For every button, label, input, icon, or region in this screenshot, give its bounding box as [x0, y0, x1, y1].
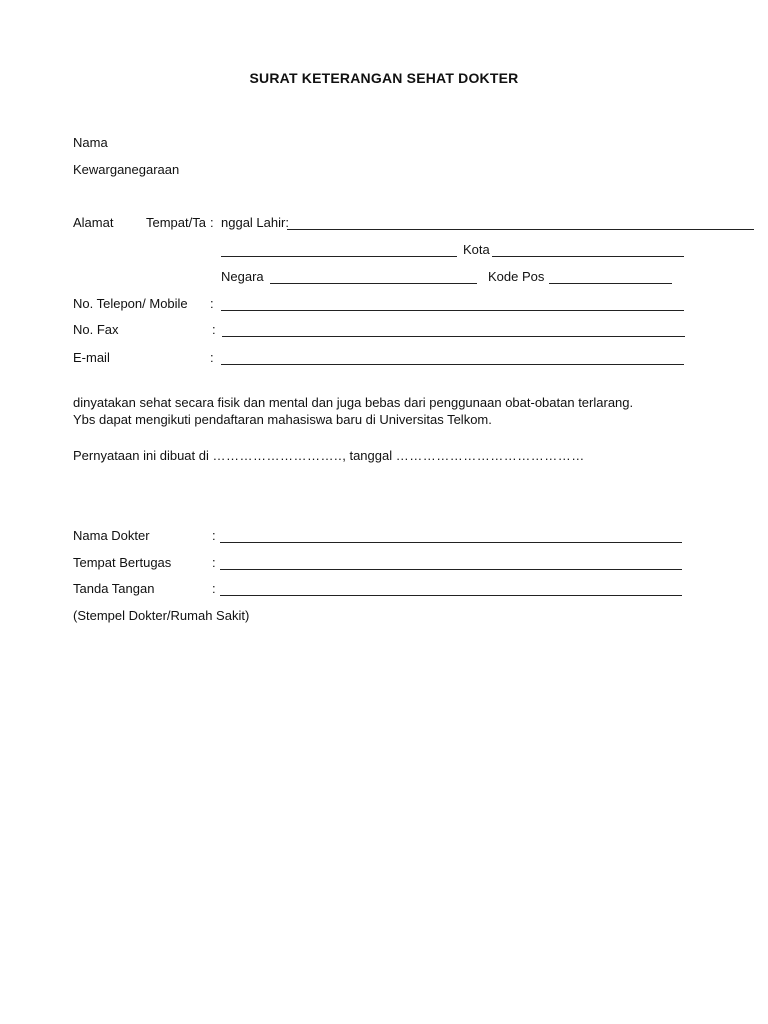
label-stempel: (Stempel Dokter/Rumah Sakit): [73, 608, 250, 623]
label-tanggal-lahir: nggal Lahir:: [221, 215, 289, 230]
line-ttl: [287, 229, 754, 230]
statement-line-2: Ybs dapat mengikuti pendaftaran mahasiswa baru di Universitas Telkom.: [73, 412, 492, 427]
line-kota: [492, 256, 684, 257]
colon-ttl: :: [210, 215, 214, 230]
label-tempat-ta: Tempat/Ta: [146, 215, 206, 230]
label-telepon: No. Telepon/ Mobile: [73, 296, 188, 311]
date-prefix: , tanggal: [342, 448, 393, 463]
colon-telepon: :: [210, 296, 214, 311]
line-email: [221, 364, 684, 365]
label-alamat: Alamat: [73, 215, 114, 230]
label-email: E-mail: [73, 350, 110, 365]
colon-nama-dokter: :: [212, 528, 216, 543]
label-nama: Nama: [73, 135, 108, 150]
statement-line-1: dinyatakan sehat secara fisik dan mental dan juga bebas dari penggunaan obat-obatan terlarang.: [73, 395, 634, 410]
colon-tanda-tangan: :: [212, 581, 216, 596]
line-tanda-tangan: [220, 595, 682, 596]
line-tempat-bertugas: [220, 569, 682, 570]
line-nama-dokter: [220, 542, 682, 543]
line-kode-pos: [549, 283, 672, 284]
line-negara: [270, 283, 477, 284]
place-dots: ………………………..: [212, 448, 343, 463]
colon-fax: :: [212, 322, 216, 337]
label-fax: No. Fax: [73, 322, 119, 337]
label-kota: Kota: [463, 242, 490, 257]
label-tanda-tangan: Tanda Tangan: [73, 581, 155, 596]
label-tempat-bertugas: Tempat Bertugas: [73, 555, 172, 570]
label-nama-dokter: Nama Dokter: [73, 528, 150, 543]
line-telepon: [221, 310, 684, 311]
place-date-line: [73, 448, 585, 464]
line-alamat: [221, 256, 457, 257]
date-dots: ……………………………………: [395, 448, 585, 463]
label-negara: Negara: [221, 269, 264, 284]
label-kewarganegaraan: Kewarganegaraan: [73, 162, 180, 177]
label-kode-pos: Kode Pos: [488, 269, 545, 284]
colon-email: :: [210, 350, 214, 365]
place-prefix: Pernyataan ini dibuat di: [73, 448, 209, 463]
document-title: SURAT KETERANGAN SEHAT DOKTER: [249, 70, 519, 86]
line-fax: [222, 336, 685, 337]
colon-tempat-bertugas: :: [212, 555, 216, 570]
